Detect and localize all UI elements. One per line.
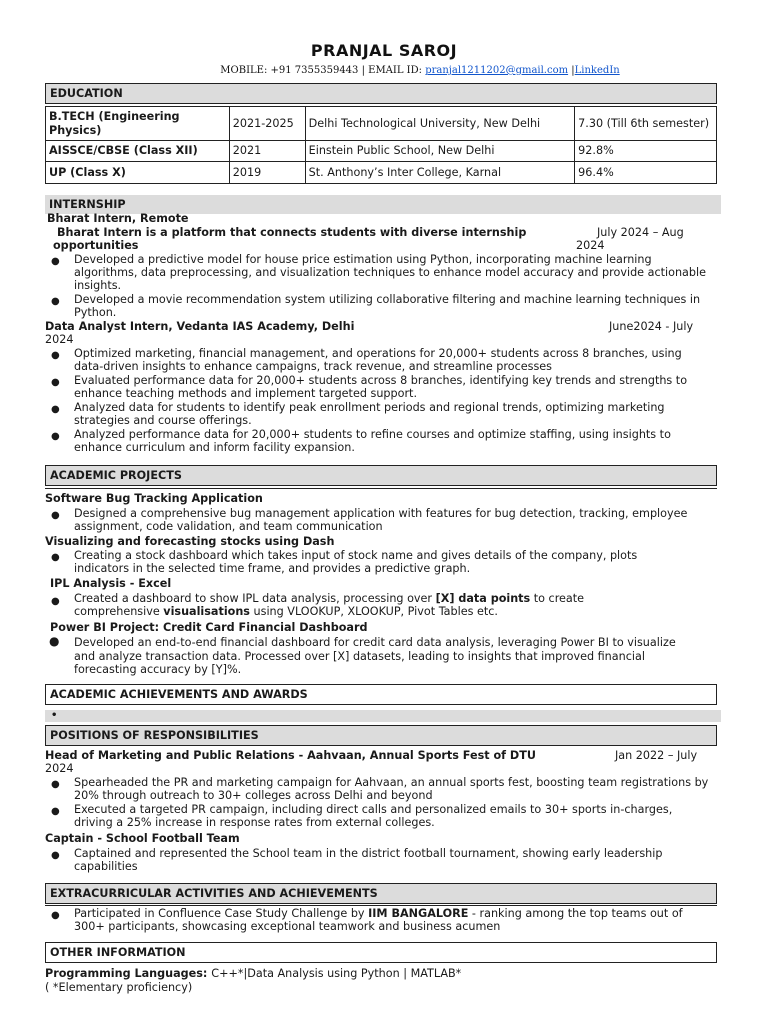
positions-heading: POSITIONS OF RESPONSIBILITIES [45,725,717,746]
contact-text: MOBILE: +91 7355359443 | EMAIL ID: [220,65,426,76]
job-description: opportunities [53,239,139,252]
text-run: comprehensive [74,605,164,618]
divider [45,905,717,906]
list-item: Creating a stock dashboard which takes input of stock name and gives details of the company, plots [74,549,638,562]
bullet-icon: ● [51,806,60,817]
list-item: Python. [74,306,117,319]
education-heading: EDUCATION [45,83,717,104]
list-item: driving a 25% increase in response rates from external colleges. [74,816,435,829]
table-row [46,107,717,141]
bullet-icon: ● [51,850,60,861]
other-heading: OTHER INFORMATION [45,942,717,963]
list-item: assignment, code validation, and team communication [74,520,383,533]
programming-languages [45,967,461,981]
list-item: forecasting accuracy by [Y]%. [74,663,242,676]
project-title: Power BI Project: Credit Card Financial Dashboard [50,621,368,634]
divider [45,488,717,489]
bullet-icon: ● [51,431,60,442]
years-cell: 2019 [229,162,305,184]
list-item [74,592,584,606]
list-item: Developed a movie recommendation system utilizing collaborative filtering and machine learning techniques in [74,293,701,306]
text-run: using VLOOKUP, XLOOKUP, Pivot Tables etc. [249,605,498,618]
job-date: 2024 [45,333,74,346]
table-row [46,141,717,162]
score-cell: 92.8% [575,141,717,162]
bullet-icon: ● [51,510,60,521]
list-item: Evaluated performance data for 20,000+ students across 8 branches, identifying key trends and strengths to [74,374,688,387]
text-run: [X] data points [435,592,531,605]
bullet-icon: ● [51,779,60,790]
list-item: 20% through outreach to 30+ colleges across Delhi and beyond [74,789,433,802]
position-date: Jan 2022 – July [615,749,698,762]
job-date: June2024 - July [609,320,694,333]
job-title: Bharat Intern, Remote [47,212,189,225]
school-cell: Delhi Technological University, New Delhi [305,107,575,141]
education-table [45,106,717,184]
list-item: strategies and course offerings. [74,414,252,427]
bullet-icon: ● [51,910,60,921]
job-description: Bharat Intern is a platform that connects students with diverse internship [57,226,527,239]
list-item: capabilities [74,860,138,873]
bullet-icon: ● [51,377,60,388]
bullet-icon: ● [51,552,60,563]
list-item: Designed a comprehensive bug management application with features for bug detection, tracking, employee [74,507,688,520]
text-run: to create [530,592,585,605]
list-item: Optimized marketing, financial management, and operations for 20,000+ students across 8 branches, using [74,347,682,360]
score-cell: 7.30 (Till 6th semester) [575,107,717,141]
list-item: Developed a predictive model for house price estimation using Python, incorporating machine learning [74,253,652,266]
contact-line [0,64,768,78]
list-item: Executed a targeted PR campaign, including direct calls and personalized emails to 30+ sports in-charges, [74,803,673,816]
bullet-icon: ● [51,404,60,415]
school-cell: St. Anthony’s Inter College, Karnal [305,162,575,184]
contact-separator: | [568,65,575,76]
project-title: IPL Analysis - Excel [50,577,172,590]
bullet-icon: ● [51,350,60,361]
text-run: - ranking among the top teams out of [468,907,683,920]
score-cell: 96.4% [575,162,717,184]
text-run: Created a dashboard to show IPL data analysis, processing over [74,592,436,605]
list-item: enhance teaching methods and implement targeted support. [74,387,417,400]
degree-cell: B.TECH (Engineering Physics) [46,107,230,141]
years-cell: 2021 [229,141,305,162]
bullet-icon: ● [51,256,60,267]
list-item: Analyzed data for students to identify peak enrollment periods and regional trends, optimizing marketing [74,401,665,414]
text-run: visualisations [163,605,250,618]
years-cell: 2021-2025 [229,107,305,141]
text-run: C++*|Data Analysis using Python | MATLAB* [211,967,462,980]
list-item: insights. [74,279,122,292]
project-title: Visualizing and forecasting stocks using Dash [45,535,335,548]
degree-cell: UP (Class X) [46,162,230,184]
linkedin-link[interactable]: LinkedIn [574,65,620,76]
achievements-bullet: • [45,710,721,722]
list-item [74,605,498,619]
list-item: algorithms, data preprocessing, and visualization techniques to enhance model accuracy and provide actionable [74,266,707,279]
candidate-name: PRANJAL SAROJ [310,41,458,60]
table-row [46,162,717,184]
projects-heading: ACADEMIC PROJECTS [45,465,717,486]
list-item: Analyzed performance data for 20,000+ students to refine courses and optimize staffing, using insights to [74,428,671,441]
internship-heading: INTERNSHIP [45,195,721,214]
extracurricular-heading: EXTRACURRICULAR ACTIVITIES AND ACHIEVEMENTS [45,883,717,904]
list-item: enhance curriculum and inform facility expansion. [74,441,355,454]
school-cell: Einstein Public School, New Delhi [305,141,575,162]
list-item: Captained and represented the School team in the district football tournament, showing early leadership [74,847,663,860]
bullet-icon: ● [51,296,60,307]
job-title: Data Analyst Intern, Vedanta IAS Academy, Delhi [45,320,355,333]
text-run: Programming Languages: [45,967,212,980]
degree-cell: AISSCE/CBSE (Class XII) [46,141,230,162]
list-item: and analyze transaction data. Processed over [X] datasets, leading to insights that improved financial [74,650,645,663]
list-item [74,907,683,921]
position-date: 2024 [45,762,74,775]
list-item: Developed an end-to-end financial dashboard for credit card data analysis, leveraging Power BI to visualize [74,636,676,649]
list-item: data-driven insights to enhance campaigns, track revenue, and streamline processes [74,360,552,373]
list-item: Spearheaded the PR and marketing campaign for Aahvaan, an annual sports fest, boosting team registrations by [74,776,709,789]
bullet-icon: ● [49,634,60,648]
job-date: July 2024 – Aug [597,226,684,239]
project-title: Software Bug Tracking Application [45,492,263,505]
bullet-icon: ● [51,596,60,607]
text-run: Participated in Confluence Case Study Challenge by [74,907,369,920]
text-run: IIM BANGALORE [368,907,469,920]
position-title: Head of Marketing and Public Relations - Aahvaan, Annual Sports Fest of DTU [45,749,536,762]
email-link[interactable]: pranjal1211202@gmail.com [425,65,569,76]
achievements-heading: ACADEMIC ACHIEVEMENTS AND AWARDS [45,684,717,705]
list-item: 300+ participants, showcasing exceptional teamwork and business acumen [74,920,501,933]
job-date: 2024 [576,239,605,252]
position-title: Captain - School Football Team [45,832,240,845]
list-item: indicators in the selected time frame, and provides a predictive graph. [74,562,471,575]
proficiency-note: ( *Elementary proficiency) [45,981,193,994]
